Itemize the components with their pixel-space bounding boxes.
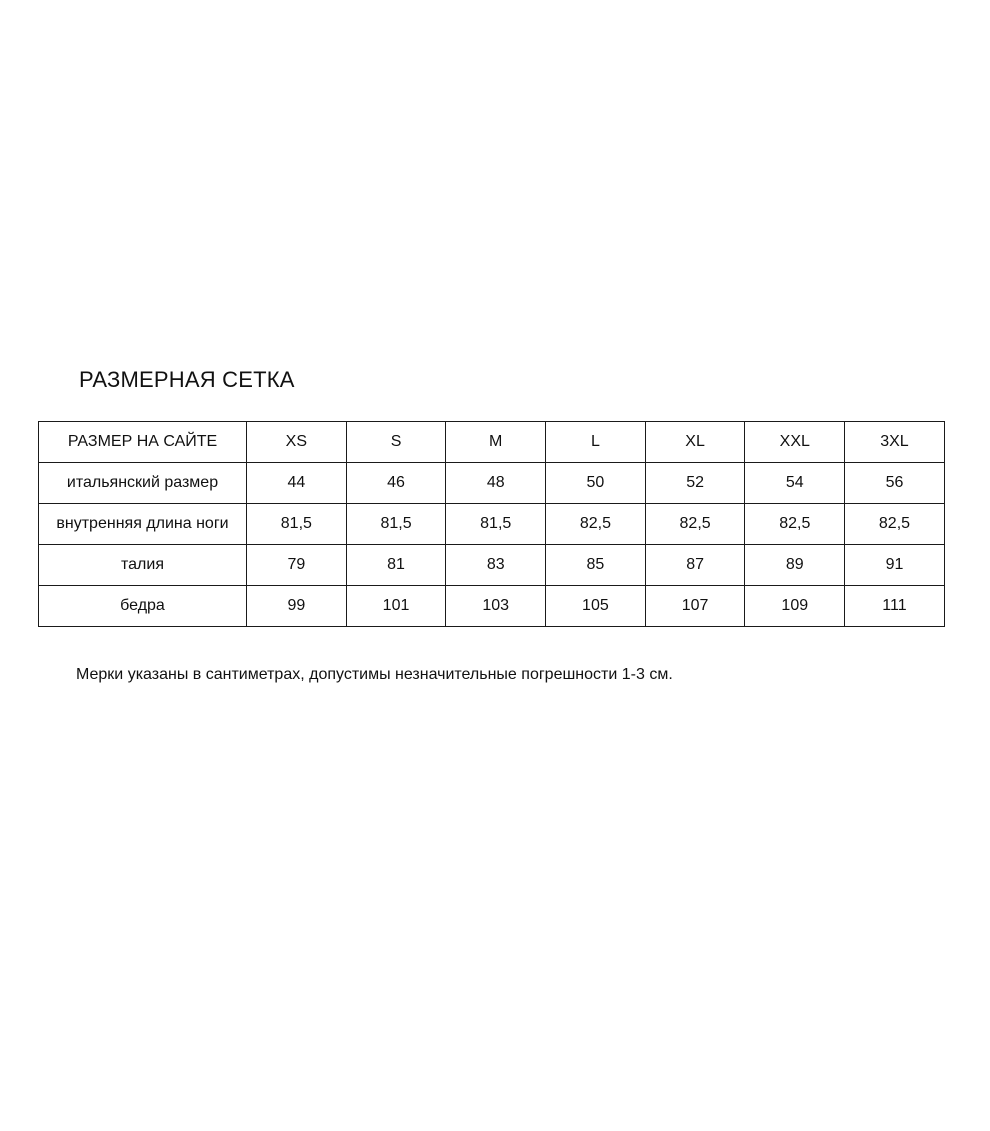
table-cell: 107 [645, 586, 745, 627]
table-cell: 111 [845, 586, 945, 627]
table-cell: 109 [745, 586, 845, 627]
row-label-cell: итальянский размер [39, 463, 247, 504]
table-row [39, 504, 945, 545]
measurement-note: Мерки указаны в сантиметрах, допустимы незначительные погрешности 1-3 см. [76, 666, 673, 683]
table-header-row [39, 422, 945, 463]
table-cell: 82,5 [645, 504, 745, 545]
table-cell: 48 [446, 463, 546, 504]
size-chart-table [38, 421, 945, 627]
table-row [39, 586, 945, 627]
table-cell: 82,5 [546, 504, 646, 545]
table-cell: 44 [247, 463, 347, 504]
row-label-cell: бедра [39, 586, 247, 627]
table-cell: 46 [346, 463, 446, 504]
table-cell: 79 [247, 545, 347, 586]
size-header-cell: S [346, 422, 446, 463]
size-header-cell: XXL [745, 422, 845, 463]
table-row [39, 463, 945, 504]
page-title: РАЗМЕРНАЯ СЕТКА [79, 367, 295, 392]
table-cell: 81,5 [247, 504, 347, 545]
table-cell: 91 [845, 545, 945, 586]
table-cell: 82,5 [745, 504, 845, 545]
table-cell: 99 [247, 586, 347, 627]
table-cell: 85 [546, 545, 646, 586]
table-cell: 101 [346, 586, 446, 627]
table-cell: 82,5 [845, 504, 945, 545]
table-cell: 81 [346, 545, 446, 586]
table-cell: 105 [546, 586, 646, 627]
size-header-cell: M [446, 422, 546, 463]
size-header-cell: 3XL [845, 422, 945, 463]
table-cell: 54 [745, 463, 845, 504]
table-cell: 103 [446, 586, 546, 627]
table-row [39, 545, 945, 586]
table-cell: 81,5 [446, 504, 546, 545]
size-header-cell: XL [645, 422, 745, 463]
size-header-cell: XS [247, 422, 347, 463]
table-cell: 52 [645, 463, 745, 504]
row-label-cell: внутренняя длина ноги [39, 504, 247, 545]
table-cell: 81,5 [346, 504, 446, 545]
header-label-cell: РАЗМЕР НА САЙТЕ [39, 422, 247, 463]
table-cell: 87 [645, 545, 745, 586]
table-cell: 56 [845, 463, 945, 504]
table-cell: 50 [546, 463, 646, 504]
table-cell: 89 [745, 545, 845, 586]
size-header-cell: L [546, 422, 646, 463]
row-label-cell: талия [39, 545, 247, 586]
table-cell: 83 [446, 545, 546, 586]
